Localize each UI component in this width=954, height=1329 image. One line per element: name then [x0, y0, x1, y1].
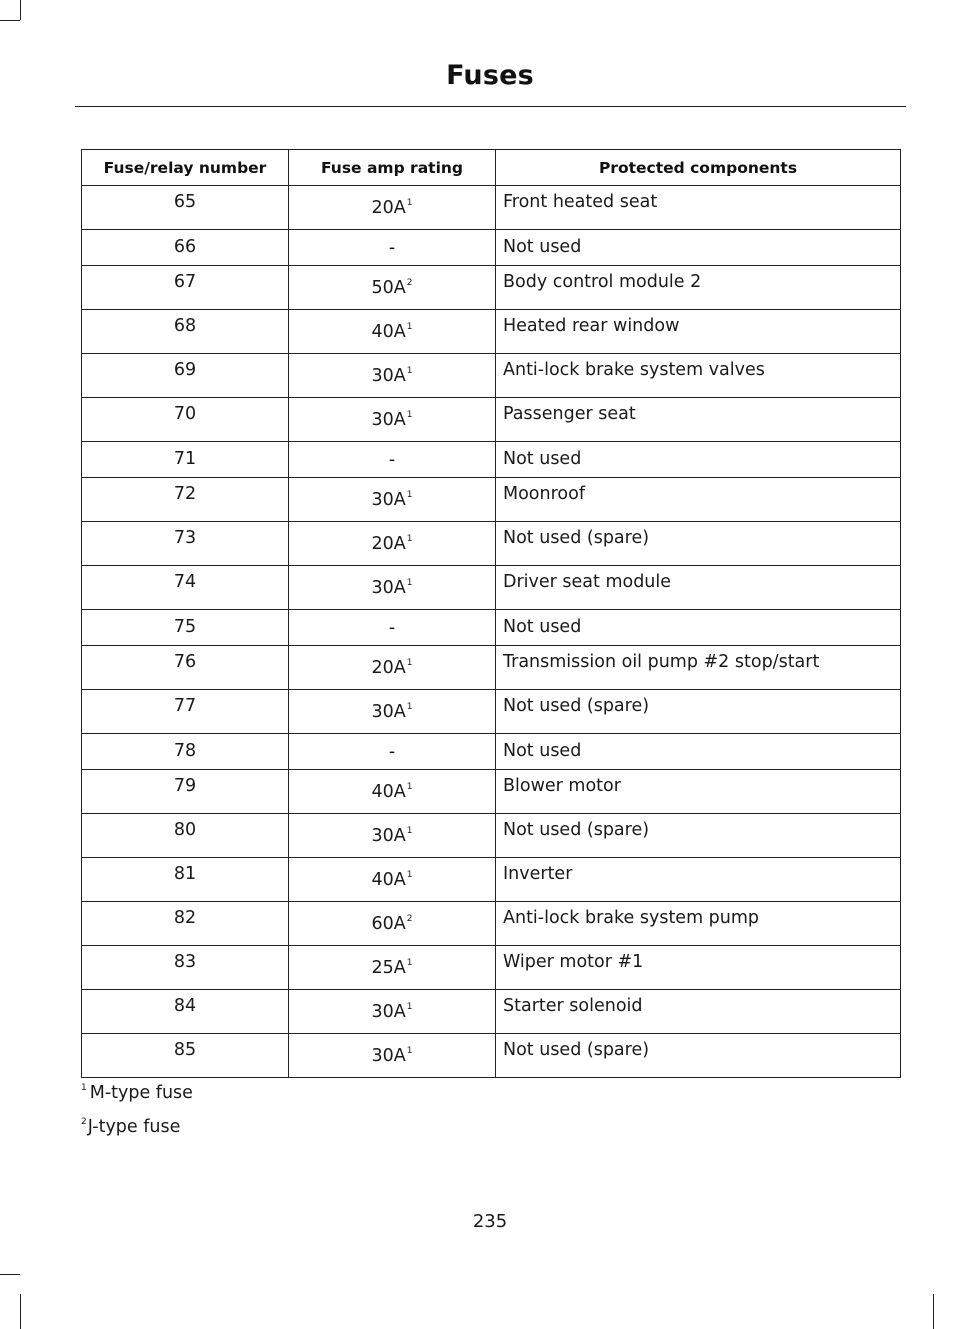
- table-row: [82, 566, 901, 610]
- amp-rating-cell: [289, 734, 496, 770]
- amp-rating-cell: [289, 902, 496, 946]
- amp-rating-value: 50A: [371, 277, 406, 298]
- amp-rating-cell: [289, 478, 496, 522]
- footnote-reference: 1: [406, 197, 413, 208]
- fuse-number-cell: 82: [82, 902, 289, 946]
- footnote-reference: 1: [406, 533, 413, 544]
- amp-rating-cell: [289, 442, 496, 478]
- crop-mark-bottom-left-v: [20, 1294, 21, 1329]
- protected-component-cell: Anti-lock brake system pump: [496, 902, 901, 946]
- footnote-reference: 1: [406, 701, 413, 712]
- protected-component-cell: Blower motor: [496, 770, 901, 814]
- table-row: [82, 1034, 901, 1078]
- amp-rating-value: -: [388, 237, 396, 258]
- footnote-reference: 1: [406, 869, 413, 880]
- table-row: [82, 946, 901, 990]
- amp-rating-value: 30A: [371, 1045, 406, 1066]
- amp-rating-value: 20A: [371, 197, 406, 218]
- footnote-reference: 1: [406, 321, 413, 332]
- table-row: [82, 230, 901, 266]
- protected-component-cell: Inverter: [496, 858, 901, 902]
- fuse-number-cell: 69: [82, 354, 289, 398]
- footnote-text: J-type fuse: [87, 1117, 181, 1137]
- protected-component-cell: Passenger seat: [496, 398, 901, 442]
- table-row: [82, 310, 901, 354]
- fuse-number-cell: 80: [82, 814, 289, 858]
- protected-component-cell: Driver seat module: [496, 566, 901, 610]
- page-number: 235: [472, 1211, 508, 1232]
- protected-component-cell: Anti-lock brake system valves: [496, 354, 901, 398]
- amp-rating-cell: [289, 946, 496, 990]
- amp-rating-cell: [289, 770, 496, 814]
- table-row: [82, 690, 901, 734]
- amp-rating-value: -: [388, 449, 396, 470]
- amp-rating-value: 30A: [371, 577, 406, 598]
- table-row: [82, 902, 901, 946]
- fuse-number-cell: 70: [82, 398, 289, 442]
- protected-component-cell: Not used (spare): [496, 814, 901, 858]
- protected-component-cell: Transmission oil pump #2 stop/start: [496, 646, 901, 690]
- amp-rating-value: 30A: [371, 825, 406, 846]
- page-title: Fuses: [446, 60, 534, 91]
- amp-rating-cell: [289, 990, 496, 1034]
- fuse-number-cell: 65: [82, 186, 289, 230]
- protected-component-cell: Not used (spare): [496, 690, 901, 734]
- amp-rating-cell: [289, 566, 496, 610]
- fuse-number-cell: 85: [82, 1034, 289, 1078]
- amp-rating-cell: [289, 522, 496, 566]
- table-row: [82, 814, 901, 858]
- amp-rating-cell: [289, 266, 496, 310]
- amp-rating-value: 30A: [371, 1001, 406, 1022]
- table-row: [82, 354, 901, 398]
- protected-component-cell: Not used: [496, 734, 901, 770]
- protected-component-cell: Front heated seat: [496, 186, 901, 230]
- footnote-reference: 1: [406, 957, 413, 968]
- fuse-number-cell: 76: [82, 646, 289, 690]
- footnote-reference: 1: [406, 489, 413, 500]
- fuse-number-cell: 81: [82, 858, 289, 902]
- footnote-reference: 1: [406, 577, 413, 588]
- protected-component-cell: Not used (spare): [496, 1034, 901, 1078]
- amp-rating-value: 40A: [371, 869, 406, 890]
- fuse-number-cell: 68: [82, 310, 289, 354]
- amp-rating-value: 30A: [371, 489, 406, 510]
- footnote-1: [81, 1083, 193, 1103]
- footnote-reference: 1: [406, 365, 413, 376]
- amp-rating-cell: [289, 354, 496, 398]
- header-protected-components: Protected components: [496, 150, 901, 186]
- amp-rating-cell: [289, 814, 496, 858]
- protected-component-cell: Moonroof: [496, 478, 901, 522]
- crop-mark-top-left-v: [20, 0, 21, 20]
- table-row: [82, 610, 901, 646]
- amp-rating-cell: [289, 310, 496, 354]
- amp-rating-value: 25A: [371, 957, 406, 978]
- amp-rating-value: 60A: [371, 913, 406, 934]
- fuse-number-cell: 72: [82, 478, 289, 522]
- fuse-table: [81, 149, 901, 1078]
- amp-rating-cell: [289, 186, 496, 230]
- table-row: [82, 734, 901, 770]
- amp-rating-value: 30A: [371, 365, 406, 386]
- amp-rating-value: 40A: [371, 781, 406, 802]
- table-row: [82, 266, 901, 310]
- fuse-number-cell: 78: [82, 734, 289, 770]
- footnote-text: M-type fuse: [89, 1083, 193, 1103]
- crop-mark-bottom-left-h: [0, 1274, 20, 1275]
- fuse-table-header: [82, 150, 901, 186]
- protected-component-cell: Not used: [496, 610, 901, 646]
- table-row: [82, 522, 901, 566]
- amp-rating-value: 40A: [371, 321, 406, 342]
- fuse-number-cell: 66: [82, 230, 289, 266]
- fuse-table-body: [82, 186, 901, 1078]
- footnote-mark: 2: [81, 1117, 87, 1127]
- protected-component-cell: Not used: [496, 442, 901, 478]
- table-row: [82, 858, 901, 902]
- fuse-number-cell: 73: [82, 522, 289, 566]
- footnote-reference: 1: [406, 1045, 413, 1056]
- table-row: [82, 442, 901, 478]
- footnote-reference: 1: [406, 409, 413, 420]
- amp-rating-cell: [289, 398, 496, 442]
- footnote-reference: 1: [406, 657, 413, 668]
- protected-component-cell: Body control module 2: [496, 266, 901, 310]
- amp-rating-cell: [289, 230, 496, 266]
- fuse-number-cell: 71: [82, 442, 289, 478]
- amp-rating-cell: [289, 690, 496, 734]
- fuse-number-cell: 67: [82, 266, 289, 310]
- table-row: [82, 646, 901, 690]
- crop-mark-bottom-right-v: [933, 1294, 934, 1329]
- fuse-number-cell: 79: [82, 770, 289, 814]
- footnote-2: [81, 1117, 180, 1137]
- footnote-reference: 2: [406, 913, 413, 924]
- crop-mark-top-left-h: [0, 20, 20, 21]
- table-row: [82, 186, 901, 230]
- amp-rating-value: -: [388, 617, 396, 638]
- fuse-number-cell: 77: [82, 690, 289, 734]
- footnote-mark: 1: [81, 1083, 87, 1093]
- fuse-number-cell: 74: [82, 566, 289, 610]
- footnote-reference: 2: [406, 277, 413, 288]
- amp-rating-cell: [289, 858, 496, 902]
- table-row: [82, 770, 901, 814]
- amp-rating-cell: [289, 646, 496, 690]
- table-row: [82, 990, 901, 1034]
- fuse-number-cell: 83: [82, 946, 289, 990]
- amp-rating-value: 20A: [371, 533, 406, 554]
- amp-rating-value: 30A: [371, 701, 406, 722]
- protected-component-cell: Not used: [496, 230, 901, 266]
- protected-component-cell: Not used (spare): [496, 522, 901, 566]
- title-rule: [75, 106, 906, 107]
- footnote-reference: 1: [406, 781, 413, 792]
- protected-component-cell: Wiper motor #1: [496, 946, 901, 990]
- protected-component-cell: Heated rear window: [496, 310, 901, 354]
- amp-rating-value: 20A: [371, 657, 406, 678]
- amp-rating-cell: [289, 610, 496, 646]
- header-fuse-number: Fuse/relay number: [82, 150, 289, 186]
- header-amp-rating: Fuse amp rating: [289, 150, 496, 186]
- footnote-reference: 1: [406, 825, 413, 836]
- amp-rating-value: -: [388, 741, 396, 762]
- amp-rating-value: 30A: [371, 409, 406, 430]
- fuse-number-cell: 84: [82, 990, 289, 1034]
- footnote-reference: 1: [406, 1001, 413, 1012]
- protected-component-cell: Starter solenoid: [496, 990, 901, 1034]
- amp-rating-cell: [289, 1034, 496, 1078]
- table-row: [82, 398, 901, 442]
- table-row: [82, 478, 901, 522]
- fuse-number-cell: 75: [82, 610, 289, 646]
